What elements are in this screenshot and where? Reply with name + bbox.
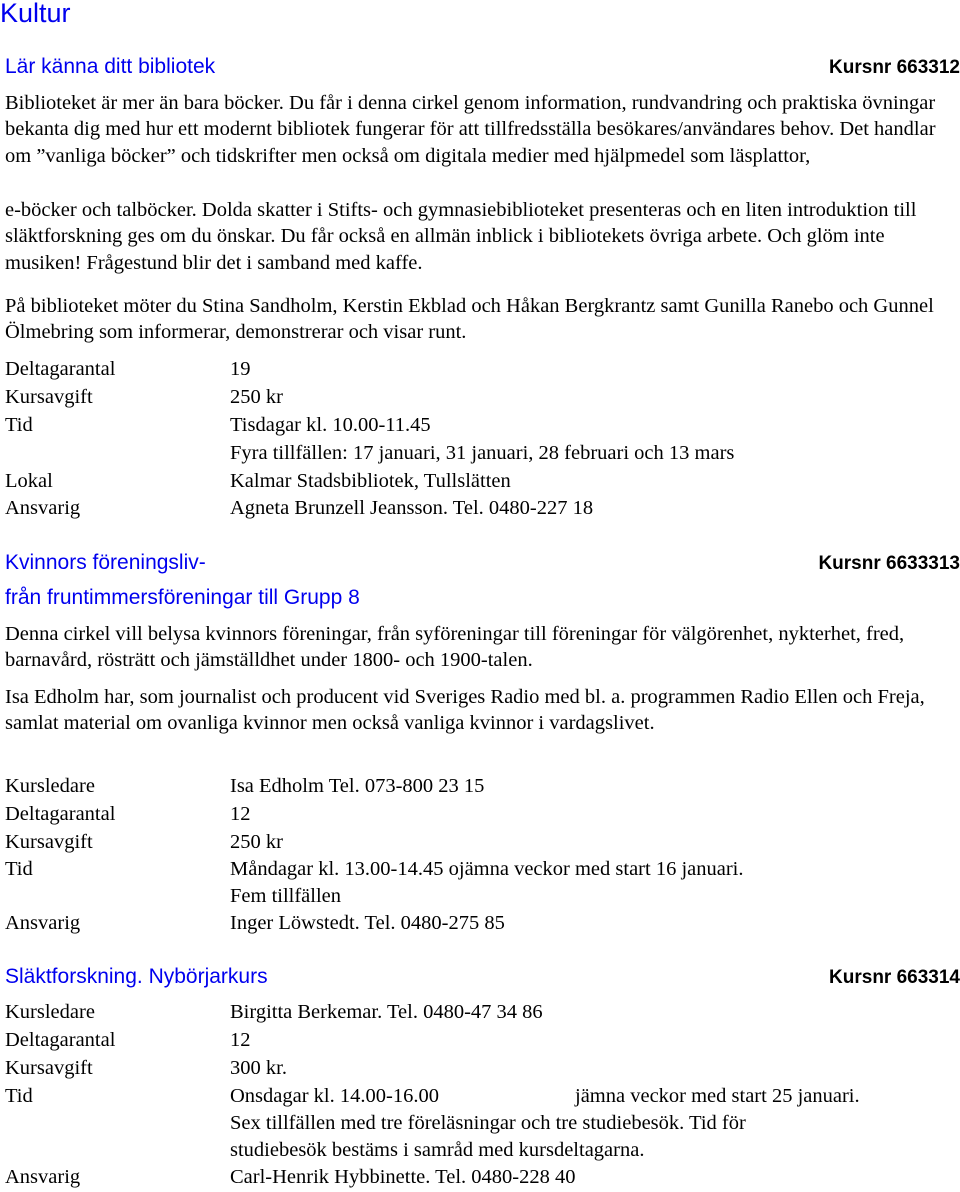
detail-value: 300 kr.	[230, 1057, 287, 1079]
detail-value: studiebesök bestäms i samråd med kursdeltagarna.	[230, 1139, 645, 1161]
detail-value: 250 kr	[230, 831, 283, 853]
detail-label: Tid	[5, 414, 33, 436]
detail-label: Lokal	[5, 470, 53, 492]
detail-value: Isa Edholm Tel. 073-800 23 15	[230, 775, 485, 797]
detail-label: Tid	[5, 858, 33, 880]
detail-value: Tisdagar kl. 10.00-11.45	[230, 414, 431, 436]
detail-label: Deltagarantal	[5, 803, 116, 825]
course-description: Denna cirkel vill belysa kvinnors föreningar, från syföreningar till föreningar för välgörenhet, nykterhet, fred, barnavård, rösträtt och jämställdhet under 1800- och 1900-talen.	[5, 623, 905, 672]
detail-value: 12	[230, 803, 251, 825]
course-description: På biblioteket möter du Stina Sandholm, Kerstin Ekblad och Håkan Bergkrantz samt Gunilla Ranebo och Gunnel Ölmebring som informerar, demonstrerar och visar runt.	[5, 295, 934, 344]
detail-value: Kalmar Stadsbibliotek, Tullslätten	[230, 470, 511, 492]
section-title: Kultur	[0, 0, 71, 28]
course-number: Kursnr 663312	[829, 57, 960, 78]
detail-label: Kursavgift	[5, 1057, 93, 1079]
detail-value: Inger Löwstedt. Tel. 0480-275 85	[230, 912, 505, 934]
course-number: Kursnr 663314	[829, 967, 960, 988]
detail-value: Sex tillfällen med tre föreläsningar och tre studiebesök. Tid för	[230, 1112, 746, 1134]
detail-value: Måndagar kl. 13.00-14.45 ojämna veckor med start 16 januari.	[230, 858, 744, 880]
detail-value: 19	[230, 358, 251, 380]
detail-value: 12	[230, 1029, 251, 1051]
detail-label: Kursledare	[5, 775, 95, 797]
detail-value: Agneta Brunzell Jeansson. Tel. 0480-227 18	[230, 497, 594, 519]
detail-label: Kursavgift	[5, 386, 93, 408]
detail-value: Fyra tillfällen: 17 januari, 31 januari, 28 februari och 13 mars	[230, 442, 735, 464]
course-title: Lär känna ditt bibliotek	[5, 55, 216, 78]
course-description: Biblioteket är mer än bara böcker. Du får i denna cirkel genom information, rundvandring och praktiska övningar bekanta dig med hur ett modernt bibliotek fungerar för att tillfredsställa besökares/användares behov. Det handlar om ”vanliga böcker” och tidskrifter men också om digitala medier med hjälpmedel som läsplattor,	[5, 92, 936, 167]
detail-value: Fem tillfällen	[230, 885, 342, 907]
course-title: Kvinnors föreningsliv-	[5, 551, 206, 574]
course-number: Kursnr 6633313	[818, 553, 960, 574]
detail-label: Kursledare	[5, 1001, 95, 1023]
detail-label: Ansvarig	[5, 912, 81, 934]
detail-value: Onsdagar kl. 14.00-16.00	[230, 1085, 439, 1107]
detail-label: Kursavgift	[5, 831, 93, 853]
detail-label: Deltagarantal	[5, 358, 116, 380]
course-description: e-böcker och talböcker. Dolda skatter i Stifts- och gymnasiebiblioteket presenteras och en liten introduktion till släktforskning ges om du önskar. Du får också en allmän inblick i bibliotekets övriga arbete. Och glöm inte musiken! Frågestund blir det i samband med kaffe.	[5, 199, 917, 274]
detail-label: Ansvarig	[5, 497, 81, 519]
course-subtitle: från fruntimmersföreningar till Grupp 8	[5, 586, 360, 609]
course-title: Släktforskning. Nybörjarkurs	[5, 965, 268, 988]
detail-value: 250 kr	[230, 386, 283, 408]
detail-value: Birgitta Berkemar. Tel. 0480-47 34 86	[230, 1001, 543, 1023]
course-description: Isa Edholm har, som journalist och producent vid Sveriges Radio med bl. a. programmen Radio Ellen och Freja, samlat material om ovanliga kvinnor men också vanliga kvinnor i vardagslivet.	[5, 686, 925, 735]
detail-value: Carl-Henrik Hybbinette. Tel. 0480-228 40	[230, 1166, 576, 1188]
detail-label: Deltagarantal	[5, 1029, 116, 1051]
detail-label: Tid	[5, 1085, 33, 1107]
detail-value-secondary: jämna veckor med start 25 januari.	[575, 1085, 860, 1107]
detail-label: Ansvarig	[5, 1166, 81, 1188]
